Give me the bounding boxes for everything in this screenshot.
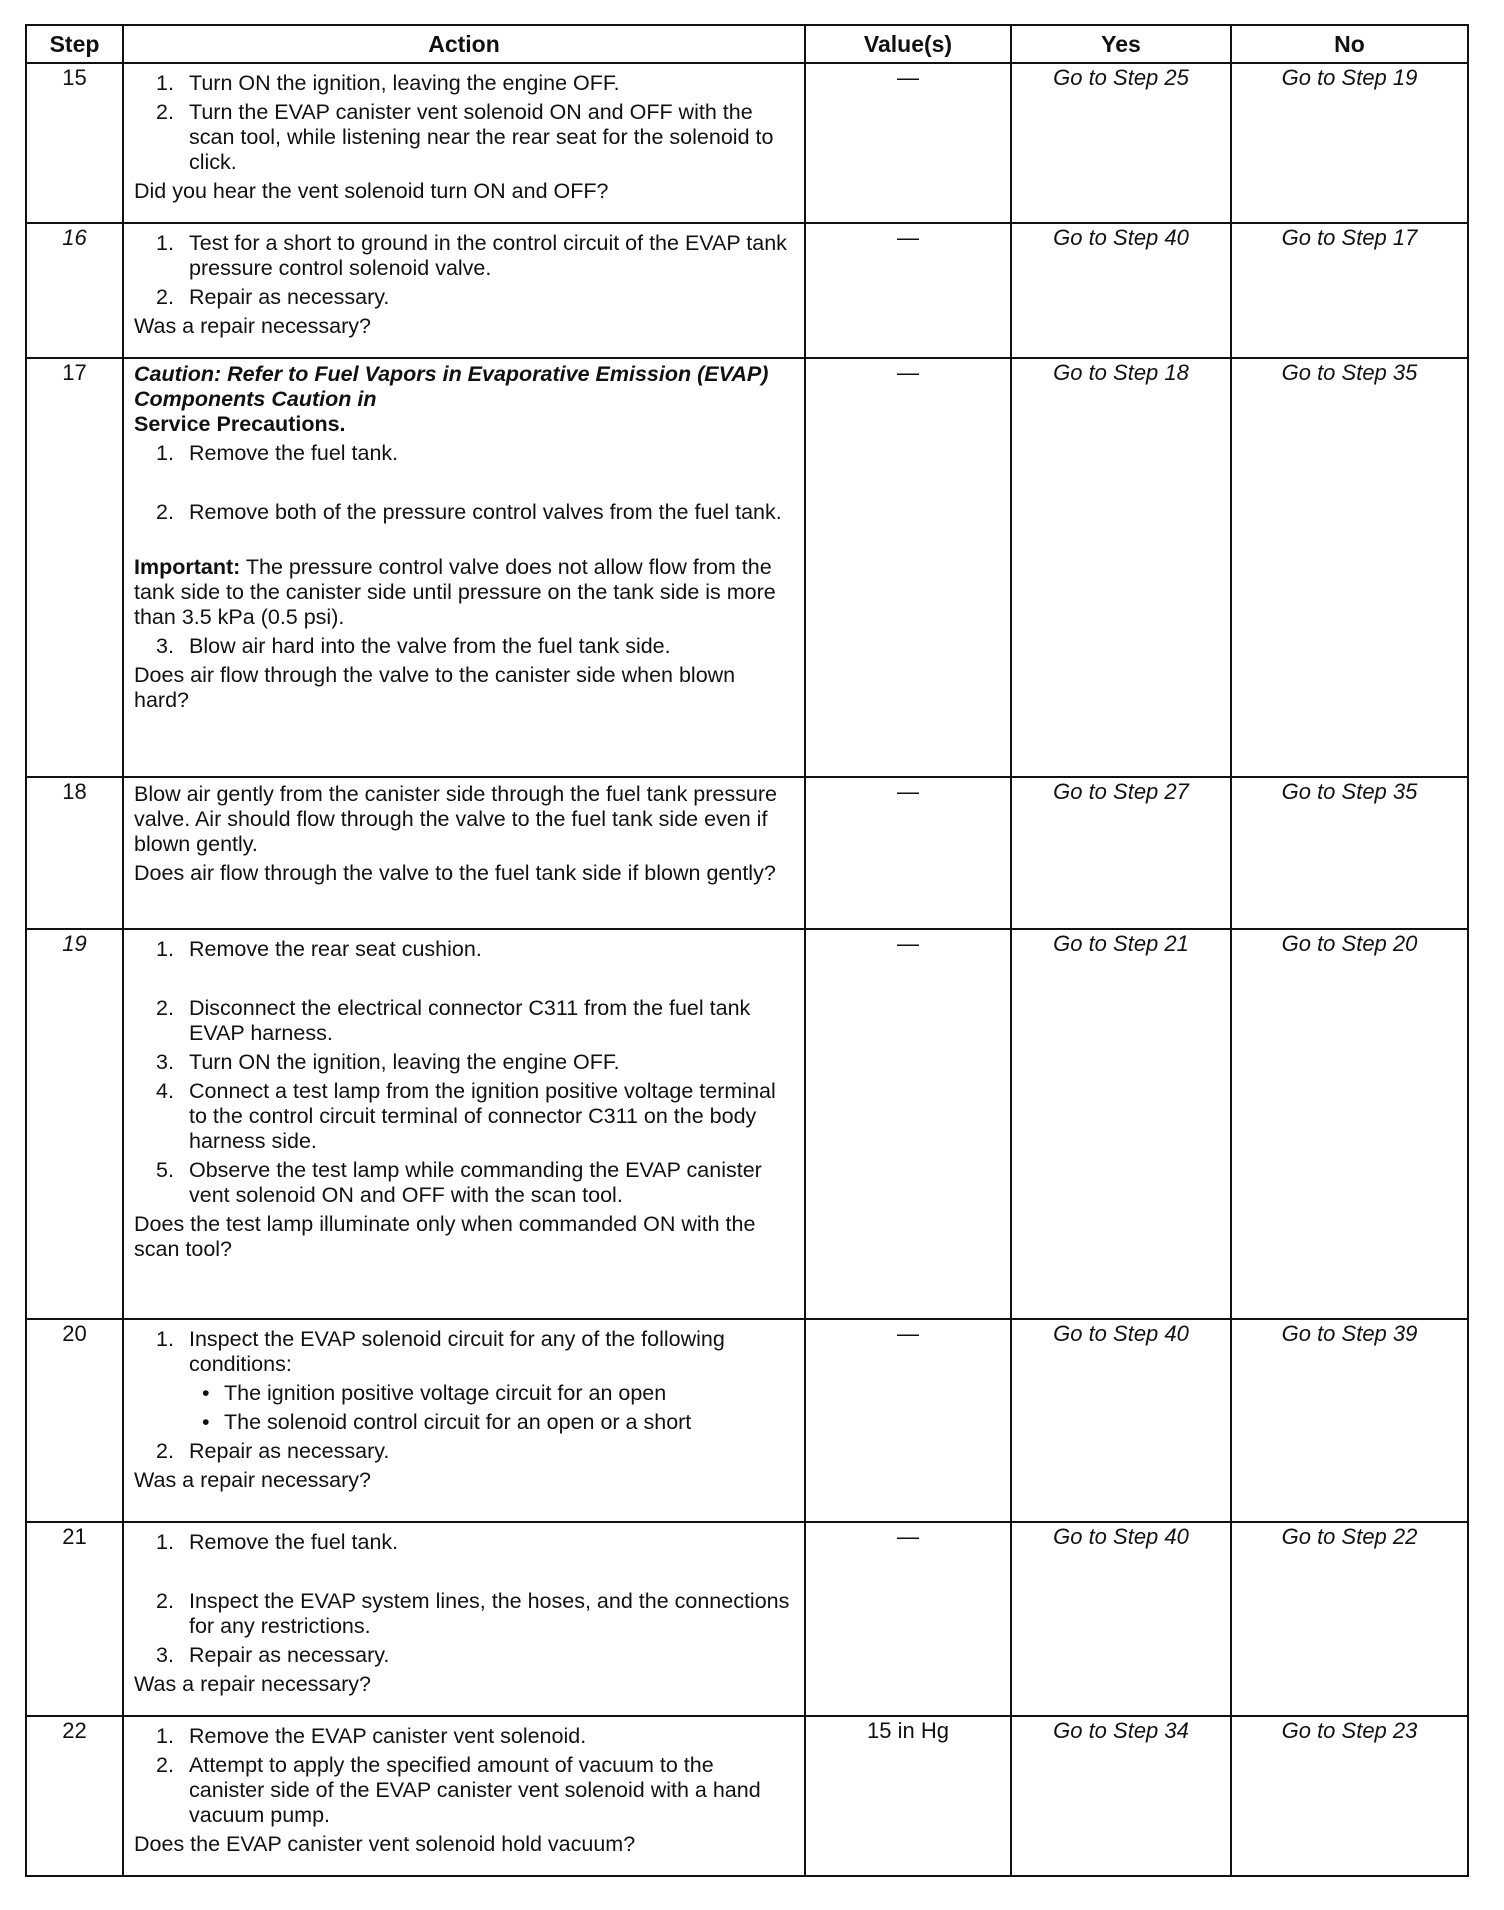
table-row — [26, 929, 1468, 1319]
list-item: 1. Remove the fuel tank. — [156, 1530, 399, 1554]
header-step: Step — [26, 25, 123, 63]
step-number: 22 — [26, 1716, 123, 1876]
list-item: 1. Remove the rear seat cushion. — [156, 937, 482, 961]
no-cell: Go to Step 23 — [1231, 1716, 1468, 1876]
list-item: 3. Blow air hard into the valve from the fuel tank side. — [156, 634, 671, 658]
no-cell: Go to Step 39 — [1231, 1319, 1468, 1522]
question-text: Did you hear the vent solenoid turn ON and OFF? — [134, 179, 609, 203]
list-item: 1. Remove the fuel tank. — [156, 441, 399, 465]
question-text: Does air flow through the valve to the canister side when blown hard? — [134, 663, 736, 712]
table-row — [26, 1319, 1468, 1522]
table-row — [26, 358, 1468, 777]
list-item: 1. Inspect the EVAP solenoid circuit for any of the following conditions: — [156, 1327, 725, 1376]
question-text: Was a repair necessary? — [134, 1672, 371, 1696]
table-row — [26, 63, 1468, 223]
step-number: 15 — [26, 63, 123, 223]
header-values: Value(s) — [805, 25, 1011, 63]
step-number: 21 — [26, 1522, 123, 1716]
step-number: 16 — [26, 223, 123, 358]
question-text: Does the EVAP canister vent solenoid hold vacuum? — [134, 1832, 636, 1856]
value-cell: — — [805, 63, 1011, 223]
yes-cell: Go to Step 40 — [1011, 1522, 1231, 1716]
yes-cell: Go to Step 25 — [1011, 63, 1231, 223]
important-note: Important: The pressure control valve does not allow flow from the tank side to the canister side until pressure on the tank side is more than 3.5 kPa (0.5 psi). — [134, 555, 776, 629]
value-cell: — — [805, 929, 1011, 1319]
table-row — [26, 1716, 1468, 1876]
list-item: 2. Turn the EVAP canister vent solenoid ON and OFF with the scan tool, while listening near the rear seat for the solenoid to click. — [156, 100, 774, 174]
list-item: 2. Repair as necessary. — [156, 285, 390, 309]
value-cell: 15 in Hg — [805, 1716, 1011, 1876]
no-cell: Go to Step 22 — [1231, 1522, 1468, 1716]
action-cell — [123, 1522, 805, 1716]
table-row — [26, 777, 1468, 929]
diagnostic-table — [25, 24, 1469, 1877]
no-cell: Go to Step 19 — [1231, 63, 1468, 223]
list-item: 5. Observe the test lamp while commanding the EVAP canister vent solenoid ON and OFF with the scan tool. — [156, 1158, 762, 1207]
value-cell: — — [805, 777, 1011, 929]
question-text: Does air flow through the valve to the fuel tank side if blown gently? — [134, 861, 776, 885]
step-number: 19 — [26, 929, 123, 1319]
value-cell: — — [805, 358, 1011, 777]
yes-cell: Go to Step 21 — [1011, 929, 1231, 1319]
list-item: 2. Remove both of the pressure control valves from the fuel tank. — [156, 500, 782, 524]
no-cell: Go to Step 35 — [1231, 777, 1468, 929]
caution-note: Caution: Refer to Fuel Vapors in Evaporative Emission (EVAP) Components Caution in — [134, 362, 769, 411]
header-yes: Yes — [1011, 25, 1231, 63]
list-item: 1. Test for a short to ground in the control circuit of the EVAP tank pressure control solenoid valve. — [156, 231, 787, 280]
yes-cell: Go to Step 18 — [1011, 358, 1231, 777]
value-cell: — — [805, 1319, 1011, 1522]
action-cell — [123, 63, 805, 223]
question-text: Does the test lamp illuminate only when commanded ON with the scan tool? — [134, 1212, 756, 1261]
action-cell — [123, 358, 805, 777]
action-cell — [123, 1319, 805, 1522]
no-cell: Go to Step 35 — [1231, 358, 1468, 777]
bullet-item: • The ignition positive voltage circuit for an open — [202, 1381, 667, 1405]
header-no: No — [1231, 25, 1468, 63]
no-cell: Go to Step 17 — [1231, 223, 1468, 358]
instruction-paragraph: Blow air gently from the canister side through the fuel tank pressure valve. Air should flow through the valve to the fuel tank side even if blown gently. — [134, 782, 777, 856]
list-item: 1. Remove the EVAP canister vent solenoid. — [156, 1724, 587, 1748]
list-item: 3. Repair as necessary. — [156, 1643, 390, 1667]
list-item: 2. Inspect the EVAP system lines, the hoses, and the connections for any restrictions. — [156, 1589, 790, 1638]
yes-cell: Go to Step 27 — [1011, 777, 1231, 929]
value-cell: — — [805, 223, 1011, 358]
action-cell — [123, 223, 805, 358]
yes-cell: Go to Step 40 — [1011, 1319, 1231, 1522]
list-item: 2. Repair as necessary. — [156, 1439, 390, 1463]
value-cell: — — [805, 1522, 1011, 1716]
header-row — [26, 25, 1468, 63]
no-cell: Go to Step 20 — [1231, 929, 1468, 1319]
step-number: 20 — [26, 1319, 123, 1522]
list-item: 2. Attempt to apply the specified amount of vacuum to the canister side of the EVAP canister vent solenoid with a hand vacuum pump. — [156, 1753, 761, 1827]
question-text: Was a repair necessary? — [134, 1468, 371, 1492]
list-item: 2. Disconnect the electrical connector C311 from the fuel tank EVAP harness. — [156, 996, 751, 1045]
step-number: 18 — [26, 777, 123, 929]
action-cell — [123, 777, 805, 929]
yes-cell: Go to Step 40 — [1011, 223, 1231, 358]
step-number: 17 — [26, 358, 123, 777]
list-item: 3. Turn ON the ignition, leaving the engine OFF. — [156, 1050, 620, 1074]
list-item: 4. Connect a test lamp from the ignition positive voltage terminal to the control circuit terminal of connector C311 on the body harness side. — [156, 1079, 776, 1153]
list-item: 1. Turn ON the ignition, leaving the engine OFF. — [156, 71, 620, 95]
action-cell — [123, 1716, 805, 1876]
question-text: Was a repair necessary? — [134, 314, 371, 338]
table-row — [26, 223, 1468, 358]
bullet-item: • The solenoid control circuit for an open or a short — [202, 1410, 692, 1434]
caution-reference: Service Precautions. — [134, 412, 346, 436]
table-row — [26, 1522, 1468, 1716]
action-cell — [123, 929, 805, 1319]
yes-cell: Go to Step 34 — [1011, 1716, 1231, 1876]
header-action: Action — [123, 25, 805, 63]
